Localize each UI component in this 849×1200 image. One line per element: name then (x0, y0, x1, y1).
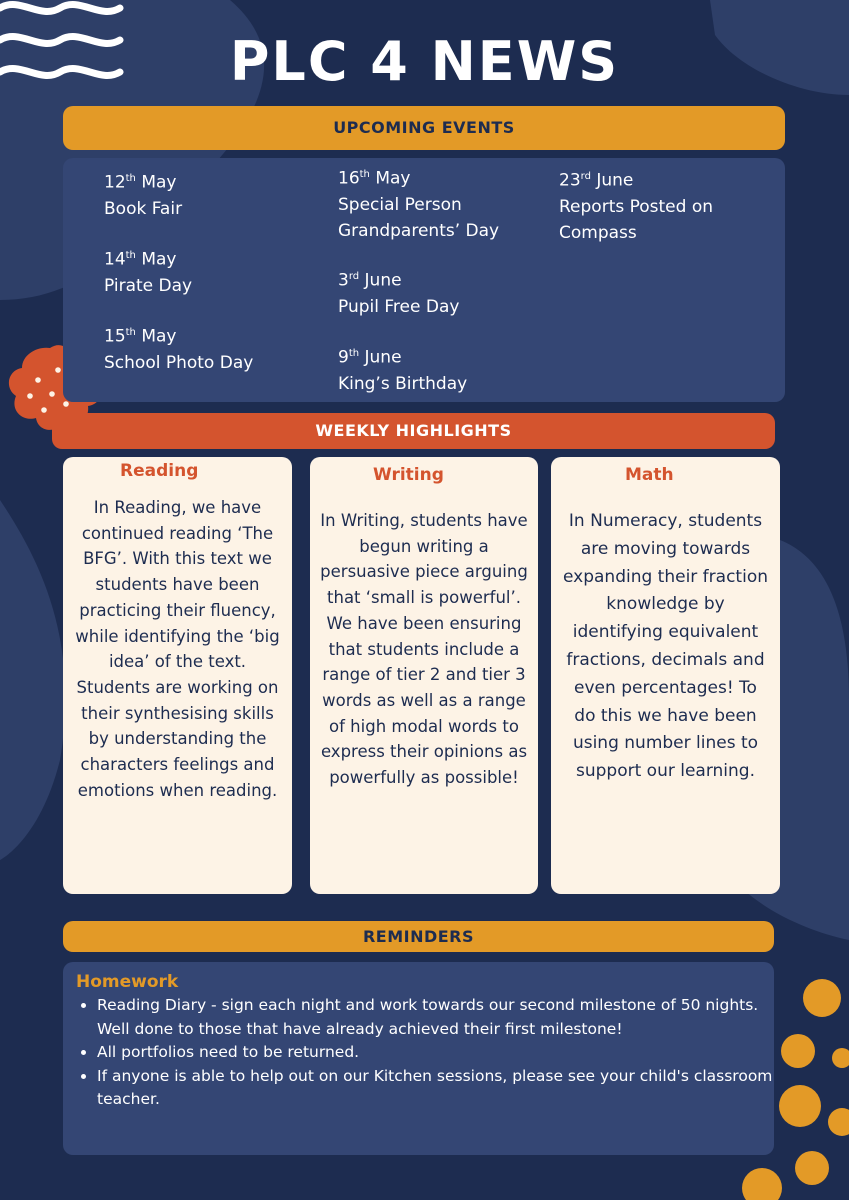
event-item: 15th May School Photo Day (104, 326, 254, 373)
card-body: In Reading, we have continued reading ‘The BFG’. With this text we students have been practicing their fluency, while identifying the ‘big idea’ of the text. Students are working on their synthesising skills by understanding the characters feelings and emotions when reading. (75, 498, 280, 800)
reminders-banner (63, 921, 774, 952)
event-item: 23rd June Reports Posted on Compass (559, 170, 714, 243)
reading-card (63, 457, 292, 894)
homework-heading: Homework (76, 972, 179, 992)
upcoming-events-label: UPCOMING EVENTS (333, 118, 515, 137)
event-item: 14th May Pirate Day (104, 249, 193, 296)
upcoming-events-banner (63, 106, 785, 150)
event-item: 9th June King’s Birthday (338, 347, 468, 394)
list-item: • Reading Diary - sign each night and work towards our second milestone of 50 nights. Well done to those that have already achieved their first milestone! (97, 994, 787, 1041)
card-title: Reading (120, 461, 199, 481)
card-title: Writing (373, 465, 444, 485)
blob-left (0, 500, 65, 860)
page-title: PLC 4 NEWS (229, 30, 620, 93)
writing-card (310, 457, 538, 894)
event-item: 12th May Book Fair (104, 172, 183, 219)
reminders-list (73, 994, 787, 1112)
list-item: • If anyone is able to help out on our Kitchen sessions, please see your child's classroom teacher. (97, 1065, 787, 1112)
weekly-highlights-banner (52, 413, 775, 449)
reminders-panel (63, 962, 774, 1155)
weekly-highlights-label: WEEKLY HIGHLIGHTS (315, 421, 512, 440)
event-item: 3rd June Pupil Free Day (338, 270, 460, 317)
card-body: In Writing, students have begun writing a persuasive piece arguing that ‘small is powerful’. We have been ensuring that students include a range of tier 2 and tier 3 words as well as a range of high modal words to express their opinions as powerfully as possible! (320, 511, 528, 788)
reminders-label: REMINDERS (362, 927, 475, 946)
list-item: • All portfolios need to be returned. (97, 1041, 787, 1065)
event-item: 16th May Special Person Grandparents’ Day (338, 168, 500, 241)
math-card (551, 457, 780, 894)
card-body: In Numeracy, students are moving towards expanding their fraction knowledge by identifying equivalent fractions, decimals and even percentages! To do this we have been using number lines to support our learning. (562, 511, 768, 782)
card-title: Math (625, 465, 674, 485)
